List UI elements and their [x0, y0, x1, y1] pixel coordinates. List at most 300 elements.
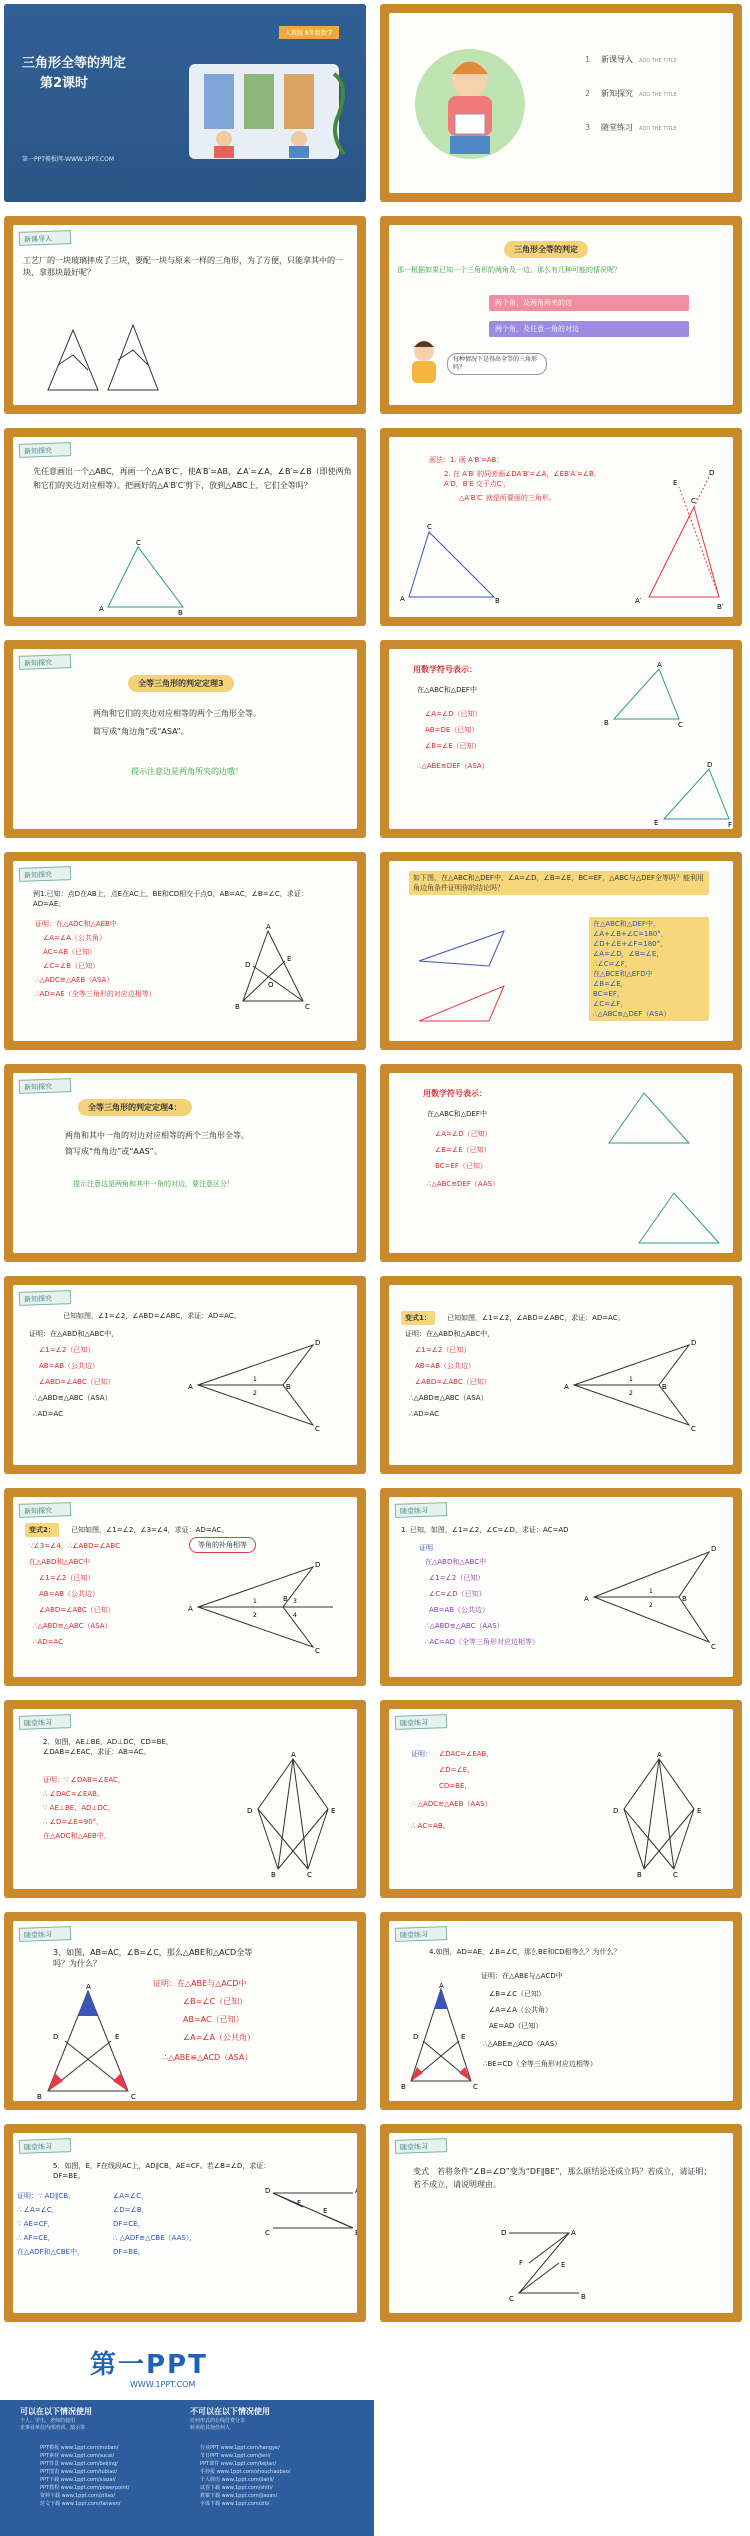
label-b: B: [401, 2083, 406, 2091]
section-tag: 随堂练习: [19, 2138, 71, 2154]
label-c: C: [427, 523, 432, 531]
label-c: C: [691, 1425, 696, 1433]
label-d: D: [245, 961, 251, 969]
links-left[interactable]: PPT模板 www.1ppt.com/moban/ PPT素材 www.1ppt.com/sucai/ PPT背景 www.1ppt.com/beijing/ PPT图表 www.1ppt.com/tubiao/ PPT下载 www.1ppt.com/xiazai/ PPT教程 www.1ppt.com/powerpoint/ 资料下载 www.1ppt.com/ziliao/ 范文下载 www.1ppt.com/fanwen/: [40, 2445, 130, 2507]
variant2-p1: 在△ABD和△ABC中: [29, 1558, 91, 1566]
practice1-figure: [579, 1537, 729, 1657]
speech-bubble: 每种情况下是得出全等的三角形吗？: [447, 353, 547, 375]
label-f: F: [728, 821, 733, 829]
hint-bubble: 等角的补角相等: [189, 1537, 256, 1553]
variant2-p0: ∵∠3=∠4，∴∠ABD=∠ABC: [29, 1542, 120, 1550]
label-2: 2: [629, 1390, 633, 1397]
section-tag: 随堂练习: [395, 1926, 447, 1942]
practice4-p2: ∠B=∠C（已知）: [489, 1990, 546, 1998]
derivation-r7: ∠B=∠E，: [593, 980, 628, 988]
variant2-p3: AB=AB（公共边）: [39, 1590, 100, 1598]
example2-p4: ∠ABD=∠ABC（已知）: [39, 1378, 115, 1386]
practice4-p4: AE=AD（已知）: [489, 2022, 543, 2030]
practice4-p6: ∴BE=CD（全等三角形对应边相等）: [483, 2060, 597, 2068]
practice5-panel: [13, 2133, 360, 2313]
brand-logo[interactable]: 第一PPT: [90, 2350, 208, 2380]
toc-item-1-label: 新课导入: [601, 55, 633, 64]
practice2-p2: ∴ ∠DAC=∠EAB。: [43, 1790, 104, 1798]
aas-panel: [389, 1073, 733, 1253]
label-f: F: [297, 2199, 302, 2207]
practice2-proof-p3: CD=BE，: [439, 1782, 472, 1790]
example2-figure: [183, 1335, 333, 1435]
broken-glass-figure: [43, 315, 163, 395]
practice5-q2: ∠D=∠B，: [113, 2206, 149, 2214]
label-d: D: [315, 1561, 321, 1569]
variant1-question: 已知如图，∠1=∠2，∠ABD=∠ABC，求证：AD=AC。: [447, 1314, 625, 1322]
label-c: C: [678, 721, 683, 729]
derivation-triangles-figure: [409, 921, 529, 1031]
label-b: B: [355, 2229, 360, 2237]
label-b: B: [682, 1595, 687, 1603]
construction-step-3: △A′B′C′ 就是所要画的三角形。: [459, 494, 556, 502]
theorem4-note: 提示注意这是两角和其中一角的对边，要注意区分！: [73, 1180, 234, 1188]
toc-item-1-en: ADD THE TITLE: [639, 58, 677, 64]
example1-p3: AC=AB（已知）: [43, 948, 97, 956]
label-b: B: [286, 1383, 291, 1391]
example2-p3: AB=AB（公共边）: [39, 1362, 100, 1370]
practice2-proof-p4: ∴ △ADC≌△AEB（AAS）: [411, 1800, 492, 1808]
variant2-label: 变式2：: [25, 1523, 59, 1537]
practice1-panel: [389, 1497, 733, 1677]
derivation-r8: BC=EF，: [593, 990, 624, 998]
label-b: B: [662, 1383, 667, 1391]
section-tag: 随堂练习: [395, 2138, 447, 2154]
example2-p6: ∴AD=AC: [33, 1410, 64, 1418]
label-a: A: [564, 1383, 569, 1391]
aas-triangles-figure: [599, 1083, 729, 1253]
practice3-p4: ∠A=∠A（公共角）: [183, 2033, 255, 2042]
label-a: A: [439, 1982, 444, 1990]
variant2-panel: [13, 1497, 357, 1677]
derivation-r3: ∠D+∠E+∠F=180°，: [593, 940, 668, 948]
toc-item-3-en: ADD THE TITLE: [639, 126, 677, 132]
label-f: F: [519, 2259, 524, 2267]
section-tag: 随堂练习: [19, 1926, 71, 1942]
can-use-title: 可以在以下情况使用: [20, 2407, 92, 2416]
practice2-proof-p2: ∠D=∠E，: [439, 1766, 475, 1774]
label-b: B: [283, 1595, 288, 1603]
practice2-p3: ∵ AE⊥BE，AD⊥DC，: [43, 1804, 115, 1812]
toc-item-3-num: 3: [585, 123, 591, 132]
asa-triangles-figure: [604, 659, 733, 829]
asa-l3: AB=DE（已知）: [425, 726, 479, 734]
label-a: A: [291, 1751, 296, 1759]
label-1: 1: [629, 1376, 633, 1383]
variant1-panel: [389, 1285, 733, 1465]
section-tag: 新知探究: [19, 1502, 71, 1518]
aas-l2: ∠A=∠D（已知）: [435, 1130, 492, 1138]
label-2: 2: [649, 1602, 653, 1609]
practice5-p5: 在△ADF和△CBE中，: [17, 2248, 85, 2256]
label-c: C: [265, 2229, 270, 2237]
variant1-p1: 证明：在△ABD和△ABC中，: [405, 1330, 495, 1338]
variant1-p4: ∠ABD=∠ABC（已知）: [415, 1378, 491, 1386]
label-d: D: [709, 469, 715, 477]
variant1-p6: ∴AD=AC: [409, 1410, 440, 1418]
label-b: B: [637, 1871, 642, 1879]
toc-item-1-num: 1: [585, 55, 591, 64]
practice4-question: 4.如图，AD=AE，∠B=∠C，那么BE和CD相等么？为什么？: [429, 1948, 621, 1956]
variant2-p6: ∴AD=AC: [33, 1638, 64, 1646]
example1-p5: ∴△ADC≌△AEB（ASA）: [35, 976, 114, 984]
label-a: A: [400, 595, 405, 603]
example2-p5: ∴△ABD≌△ABC（ASA）: [33, 1394, 112, 1402]
thinking-boy-icon: [404, 337, 444, 387]
label-a: A: [86, 1983, 91, 1991]
theorem3-line2: 简写成“角边角”或“ASA”。: [93, 727, 189, 736]
variant2-figure: [183, 1557, 343, 1657]
footer-band: [0, 2400, 374, 2536]
label-3: 3: [293, 1598, 297, 1605]
variant2-p5: ∴△ABD≌△ABC（ASA）: [33, 1622, 112, 1630]
practice1-p0: 证明: [419, 1544, 433, 1552]
label-b: B: [581, 2293, 586, 2301]
cover-url: 第一PPT模板网-WWW.1PPT.COM: [22, 156, 115, 163]
slide-practice-3[interactable]: [4, 1912, 366, 2110]
label-a: A: [657, 661, 662, 669]
aas-l3: ∠B=∠E（已知）: [435, 1146, 491, 1154]
derivation-r1: 在△ABC和△DEF中，: [593, 920, 660, 928]
label-a: A: [571, 2229, 576, 2237]
cannot-use-title: 不可以在以下情况使用: [190, 2407, 270, 2416]
practice1-p4: AB=AB（公共边）: [429, 1606, 490, 1614]
cover-classroom-illustration: [184, 54, 354, 174]
section-tag: 新知探究: [19, 654, 71, 670]
slide-theorem-4[interactable]: [4, 1064, 366, 1262]
practice4-p1: 证明：在△ABE与△ACD中: [481, 1972, 563, 1980]
practice5-question: 5．如图，E，F在线段AC上，AD∥CB，AE=CF。若∠B=∠D，求证：DF=BE。: [53, 2162, 271, 2180]
practice5-figure: [263, 2183, 360, 2243]
cases-question: 那一根据如果已知一个三角形的两角及一边，那么有几种可能的情况呢？: [397, 266, 621, 274]
practice2-p1: 证明：∵ ∠DAB=∠EAC，: [43, 1776, 125, 1784]
example1-figure: [223, 921, 323, 1021]
practice2-figure: [243, 1749, 343, 1879]
aas-l4: BC=EF（已知）: [435, 1162, 487, 1170]
slide-practice-5-variant[interactable]: [380, 2124, 742, 2322]
asa-panel: [389, 649, 733, 829]
slide-example-2[interactable]: [4, 1276, 366, 1474]
label-d: D: [413, 2033, 419, 2041]
derivation-r5: ∴∠C=∠F，: [593, 960, 632, 968]
label-e: E: [561, 2261, 566, 2269]
slide-theorem-3[interactable]: [4, 640, 366, 838]
label-c: C: [131, 2093, 136, 2101]
variant1-figure: [559, 1335, 709, 1435]
label-d: D: [501, 2229, 507, 2237]
practice2-p5: 在△ADC和△AEB中，: [43, 1832, 111, 1840]
theorem3-title: 全等三角形的判定定理3: [128, 675, 234, 692]
cover-title: [22, 54, 126, 94]
slide-cover[interactable]: [4, 4, 366, 202]
practice3-question: 3、如图，AB=AC，∠B=∠C，那么△ABE和△ACD全等吗？为什么？: [53, 1948, 253, 1968]
label-b: B: [178, 609, 183, 617]
practice5-q1: ∠A=∠C，: [113, 2192, 149, 2200]
example1-question: 例1.已知：点D在AB上，点E在AC上，BE和CD相交于点O，AB=AC，∠B=∠C，求证：AD=AE。: [33, 890, 308, 908]
slide-practice-5[interactable]: [4, 2124, 366, 2322]
example1-p2: ∠A=∠A（公共角）: [43, 934, 106, 942]
case-1-pill[interactable]: 两个角，及两角所夹的边: [489, 295, 689, 311]
cannot-use-sub: 任何形式的在线付费分享 转卖给其他任何人: [190, 2418, 246, 2431]
variant2-p2: ∠1=∠2（已知）: [39, 1574, 95, 1582]
section-tag: 随堂练习: [395, 1502, 447, 1518]
label-e: E: [654, 819, 659, 827]
asa-l5: ∴△ABE≌DEF（ASA）: [417, 762, 489, 770]
label-d: D: [691, 1339, 697, 1347]
label-a: A: [355, 2187, 360, 2195]
label-b: B: [235, 1003, 240, 1011]
asa-l2: ∠A=∠D（已知）: [425, 710, 482, 718]
slide-aas-derivation[interactable]: [380, 852, 742, 1050]
practice1-question: 1. 已知，如图，∠1=∠2，∠C=∠D，求证：AC=AD: [401, 1526, 569, 1534]
example1-panel: [13, 861, 357, 1041]
aas-title: 用数学符号表示：: [423, 1089, 487, 1098]
section-tag: 新课导入: [19, 230, 71, 246]
practice5-q3: DF=CE，: [113, 2220, 145, 2228]
label-d: D: [247, 1807, 253, 1815]
intro-text: 工艺厂的一块玻璃摔成了三块，要配一块与原来一样的三角形，为了方便，只能拿其中的一块，拿那块最好呢？: [23, 256, 343, 277]
practice2-proof-panel: [389, 1709, 733, 1889]
label-e: E: [115, 2033, 120, 2041]
label-c: C: [307, 1871, 312, 1879]
label-d: D: [711, 1545, 717, 1553]
variant1-p3: AB=AB（公共边）: [415, 1362, 476, 1370]
label-c: C: [509, 2295, 514, 2303]
toc-item-3-label: 随堂练习: [601, 123, 633, 132]
section-tag: 随堂练习: [395, 1714, 447, 1730]
practice2-p4: ∴ ∠D=∠E=90°，: [43, 1818, 104, 1826]
label-b: B: [495, 597, 500, 605]
example2-question: 已知如图，∠1=∠2，∠ABD=∠ABC，求证：AD=AC。: [63, 1312, 241, 1320]
practice5-variant-panel: [389, 2133, 733, 2313]
brand-site[interactable]: WWW.1PPT.COM: [130, 2380, 196, 2389]
example1-p4: ∠C=∠B（已知）: [43, 962, 100, 970]
label-2: 2: [253, 1390, 257, 1397]
label-e: E: [331, 1807, 336, 1815]
section-tag: 随堂练习: [19, 1714, 71, 1730]
toc-item-2[interactable]: [585, 88, 677, 99]
variant2-p4: ∠ABD=∠ABC（已知）: [39, 1606, 115, 1614]
practice5-p3: ∵ AE=CF，: [17, 2220, 55, 2228]
section-tag: 新知探究: [19, 866, 71, 882]
practice3-p2: ∠B=∠C（已知）: [183, 1997, 248, 2006]
asa-l4: ∠B=∠E（已知）: [425, 742, 481, 750]
slide-variant-1[interactable]: [380, 1276, 742, 1474]
label-d: D: [315, 1339, 321, 1347]
label-e: E: [287, 955, 292, 963]
practice4-panel: [389, 1921, 733, 2101]
label-e: E: [673, 479, 678, 487]
label-b: B: [37, 2093, 42, 2101]
slide-asa-symbols[interactable]: [380, 640, 742, 838]
label-e: E: [461, 2033, 466, 2041]
toc-item-2-label: 新知探究: [601, 89, 633, 98]
footer-brand: [0, 2332, 374, 2536]
practice2-proof-p5: ∴ AC=AB。: [411, 1822, 450, 1830]
practice2-panel: [13, 1709, 357, 1889]
toc-item-3[interactable]: [585, 122, 677, 133]
label-1: 1: [649, 1588, 653, 1595]
practice5-q4: ∴ △ADF≌△CBE（AAS），: [113, 2234, 197, 2242]
slide-aas-symbols[interactable]: [380, 1064, 742, 1262]
practice4-p3: ∠A=∠A（公共角）: [489, 2006, 552, 2014]
label-c: C: [315, 1425, 320, 1433]
label-e: E: [323, 2207, 328, 2215]
theorem4-line1: 两角和其中一角的对边对应相等的两个三角形全等。: [65, 1131, 249, 1140]
practice5-p2: ∴ ∠A=∠C，: [17, 2206, 59, 2214]
practice3-p5: ∴△ABE≌△ACD（ASA）: [163, 2053, 253, 2062]
links-right[interactable]: 行业PPT www.1ppt.com/hangye/ 节日PPT www.1ppt.com/jieri/ PPT课件 www.1ppt.com/kejian/ 手抄报 www.1ppt.com/shouchaobao/ 个人简历 www.1ppt.com/jianli/ 试卷下载 www.1ppt.com/shiti/ 教案下载 www.1ppt.com/jiaoan/ 字体下载 www.1ppt.com/ziti/: [200, 2445, 291, 2507]
cover-title-line1: 三角形全等的判定: [22, 56, 127, 71]
example1-p1: 证明：在△ADC和△AEB中: [35, 920, 117, 928]
practice3-p3: AB=AC（已知）: [183, 2015, 244, 2024]
label-o: O: [268, 981, 274, 989]
derivation-r9: ∠C=∠F，: [593, 1000, 628, 1008]
slide-practice-1[interactable]: [380, 1488, 742, 1686]
derivation-r6: 在△BCE和△EFD中: [593, 970, 653, 978]
experiment-text: 先任意画出一个△ABC，再画一个△A′B′C′，使A′B′=AB，∠A′=∠A，∠B′=∠B（即使两角和它们的夹边对应相等）。把画好的△A′B′C′剪下，放到△ABC上，它们全等吗？: [33, 467, 352, 490]
variant1-p2: ∠1=∠2（已知）: [415, 1346, 471, 1354]
label-c: C: [136, 539, 141, 547]
aas-l5: ∴△ABC≌DEF（AAS）: [427, 1180, 500, 1188]
label-1: 1: [253, 1598, 257, 1605]
theorem4-panel: [13, 1073, 357, 1253]
slide-toc[interactable]: [380, 4, 742, 202]
derivation-answer: [589, 917, 709, 1021]
example2-p2: ∠1=∠2（已知）: [39, 1346, 95, 1354]
label-b-prime: B′: [717, 603, 724, 611]
practice3-figure: [33, 1981, 143, 2101]
label-a: A: [99, 605, 104, 613]
theorem4-title: 全等三角形的判定定理4：: [78, 1099, 192, 1116]
slide-experiment[interactable]: [4, 428, 366, 626]
toc-item-2-en: ADD THE TITLE: [639, 92, 677, 98]
cover-badge: 人教版 8年级数学: [279, 26, 339, 39]
construction-step-2: 2. 在 A′B′ 的同旁画∠DA′B′=∠A，∠EB′A′=∠B，A′D，B′E 交于点C′，: [444, 470, 601, 488]
practice1-p6: ∴AC=AD（全等三角形对应边相等）: [425, 1638, 540, 1646]
slide-practice-2[interactable]: [4, 1700, 366, 1898]
experiment-panel: [13, 437, 357, 617]
case-2-pill[interactable]: 两个角，及任意一角的对边: [489, 321, 689, 337]
label-c: C: [673, 1871, 678, 1879]
slide-variant-2[interactable]: [4, 1488, 366, 1686]
derivation-r10: ∴△ABC≌△DEF（ASA）: [593, 1010, 671, 1018]
label-b: B: [271, 1871, 276, 1879]
label-a: A: [584, 1595, 589, 1603]
cover-title-line2: 第2课时: [40, 76, 89, 91]
practice5-variant-question: 变式 若将条件“∠B=∠D”变为“DF∥BE”，那么原结论还成立吗？若成立，请证明；若不成立，请说明理由。: [413, 2167, 712, 2189]
variant1-label: 变式1：: [401, 1311, 435, 1325]
label-4: 4: [293, 1612, 297, 1619]
slide-aas-cases[interactable]: [380, 216, 742, 414]
slide-intro[interactable]: [4, 216, 366, 414]
label-d: D: [53, 2033, 59, 2041]
section-tag: 新知探究: [19, 1290, 71, 1306]
practice2-proof-p1: ∠DAC=∠EAB，: [439, 1750, 494, 1758]
cases-panel: [389, 225, 733, 405]
asa-l1: 在△ABC和△DEF中: [417, 686, 477, 694]
example2-p1: 证明：在△ABD和△ABC中，: [29, 1330, 119, 1338]
derivation-r2: ∠A+∠B+∠C=180°，: [593, 930, 668, 938]
practice5-q5: DF=BE。: [113, 2248, 145, 2256]
triangle-abc-figure: [399, 507, 509, 617]
slide-construction[interactable]: [380, 428, 742, 626]
label-c: C: [473, 2083, 478, 2091]
label-c-prime: C′: [691, 497, 698, 505]
label-a: A: [657, 1751, 662, 1759]
practice1-p1: 在△ABD和△ABC中: [425, 1558, 487, 1566]
label-c: C: [711, 1643, 716, 1651]
practice5-p4: ∴ AF=CE，: [17, 2234, 55, 2242]
label-c: C: [305, 1003, 310, 1011]
label-a: A: [188, 1605, 193, 1613]
label-d: D: [265, 2187, 271, 2195]
theorem3-panel: [13, 649, 357, 829]
theorem4-line2: 简写成“角角边”或“AAS”。: [65, 1147, 162, 1156]
derivation-panel: [389, 861, 733, 1041]
label-b: B: [604, 719, 609, 727]
label-1: 1: [253, 1376, 257, 1383]
construction-panel: [389, 437, 733, 617]
section-tag: 新知探究: [19, 1078, 71, 1094]
label-e: E: [697, 1807, 702, 1815]
example2-panel: [13, 1285, 357, 1465]
slide-practice-4[interactable]: [380, 1912, 742, 2110]
theorem3-note: 提示注意边是两角所夹的边哦！: [131, 767, 243, 776]
example1-p6: ∴AD=AE（全等三角形的对应边相等）: [35, 990, 156, 998]
label-a: A: [188, 1383, 193, 1391]
variant1-p5: ∴△ABD≌△ABC（ASA）: [409, 1394, 488, 1402]
section-tag: 新知探究: [19, 442, 71, 458]
label-a-prime: A′: [635, 597, 642, 605]
triangle-abc-prime-figure: [629, 457, 729, 617]
theorem3-line1: 两角和它们的夹边对应相等的两个三角形全等。: [93, 709, 261, 718]
practice1-p3: ∠C=∠D（已知）: [429, 1590, 486, 1598]
practice1-p5: ∴△ABD≌△ABC（AAS）: [425, 1622, 504, 1630]
aas-l1: 在△ABC和△DEF中: [427, 1110, 487, 1118]
practice3-p1: 证明：在△ABE与△ACD中: [153, 1979, 247, 1988]
label-d: D: [707, 761, 713, 769]
practice2-proof-figure: [609, 1749, 709, 1879]
practice1-p2: ∠1=∠2（已知）: [429, 1574, 485, 1582]
girl-reading-illustration: [400, 34, 550, 174]
intro-panel: [13, 225, 357, 405]
label-2: 2: [253, 1612, 257, 1619]
label-c: C: [315, 1647, 320, 1655]
practice2-question: 2．如图，AE⊥BE，AD⊥DC，CD=BE，∠DAB=∠EAC，求证：AB=AC。: [43, 1738, 173, 1756]
practice5-p1: 证明：∵ AD∥CB，: [17, 2192, 76, 2200]
toc-item-1[interactable]: [585, 54, 677, 65]
asa-title: 用数学符号表示：: [413, 665, 477, 674]
practice4-p5: ∴△ABE≌△ACD（AAS）: [483, 2040, 562, 2048]
slide-example-1[interactable]: [4, 852, 366, 1050]
practice2-proof-p0: 证明：: [411, 1750, 432, 1758]
derivation-question: 如下图，在△ABC和△DEF中，∠A=∠D，∠B=∠E，BC=EF，△ABC与△DEF全等吗？能利用角边角条件证明你的结论吗？: [409, 871, 709, 895]
derivation-r4: ∠A=∠D，∠B=∠E，: [593, 950, 664, 958]
practice3-panel: [13, 1921, 357, 2101]
label-a: A: [266, 923, 271, 931]
slide-practice-2-proof[interactable]: [380, 1700, 742, 1898]
cases-title: 三角形全等的判定: [504, 241, 588, 258]
practice5-variant-figure: [499, 2223, 589, 2303]
label-d: D: [613, 1807, 619, 1815]
variant2-question: 已知如图，∠1=∠2，∠3=∠4，求证：AD=AC。: [71, 1526, 229, 1534]
toc-item-2-num: 2: [585, 89, 591, 98]
